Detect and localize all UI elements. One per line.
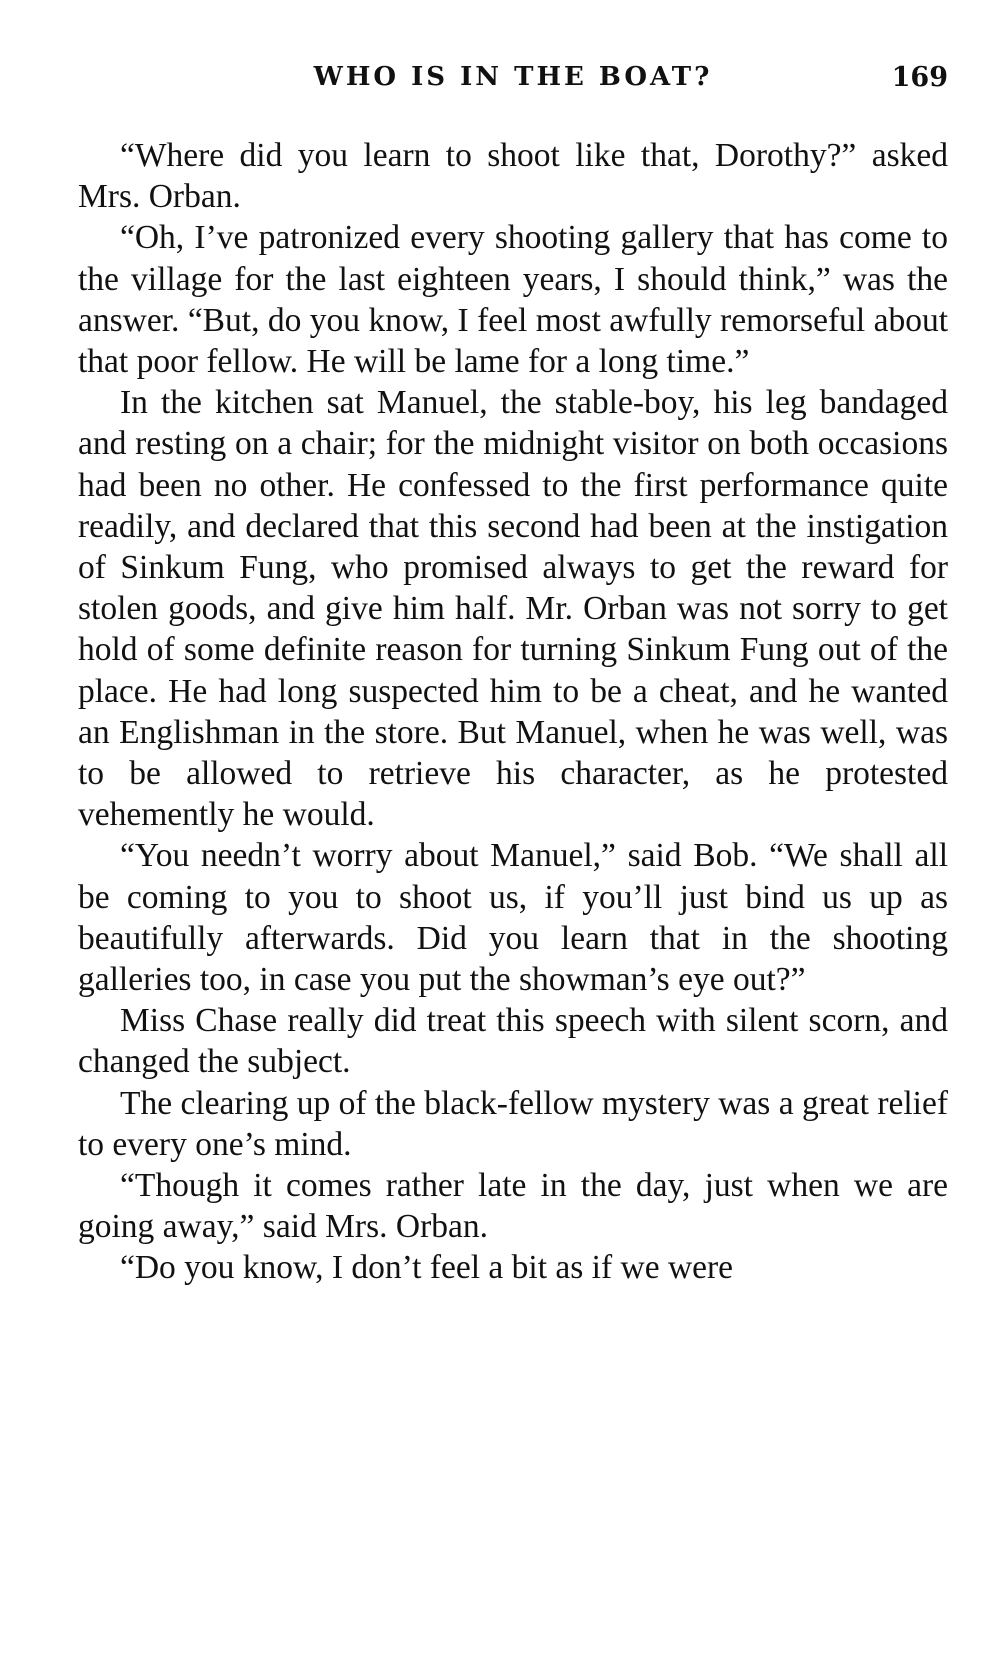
body-text xyxy=(78,135,948,1289)
paragraph-6: The clearing up of the black-fellow mystery was a great relief to every one’s mind. xyxy=(78,1084,948,1163)
running-head: WHO IS IN THE BOAT? xyxy=(313,62,713,92)
paragraph-3: In the kitchen sat Manuel, the stable-boy, his leg bandaged and resting on a chair; for the midnight visitor on both occasions had been no other. He confessed to the first performance quite readily, and declared that this second had been at the instigation of Sinkum Fung, who promised always to get the reward for stolen goods, and give him half. Mr. Orban was not sorry to get hold of some definite reason for turning Sinkum Fung out of the place. He had long suspected him to be a cheat, and he wanted an Englishman in the store. But Manuel, when he was well, was to be allowed to retrieve his character, as he protested vehemently he would. xyxy=(78,384,948,834)
paragraph-4: “You needn’t worry about Manuel,” said Bob. “We shall all be coming to you to shoot us, if you’ll just bind us up as beautifully afterwards. Did you learn that in the shooting galleries too, in case you put the showman’s eye out?” xyxy=(78,837,948,999)
paragraph-2: “Oh, I’ve patronized every shooting gallery that has come to the village for the last eighteen years, I should think,” was the answer. “But, do you know, I feel most awfully remorseful about that poor fellow. He will be lame for a long time.” xyxy=(78,219,948,381)
page-number: 169 xyxy=(891,62,948,93)
paragraph-5: Miss Chase really did treat this speech with silent scorn, and changed the subject. xyxy=(78,1002,948,1081)
page-header xyxy=(78,62,948,102)
paragraph-1: “Where did you learn to shoot like that, Dorothy?” asked Mrs. Orban. xyxy=(78,137,948,216)
paragraph-8: “Do you know, I don’t feel a bit as if we were xyxy=(120,1249,734,1287)
paragraph-7: “Though it comes rather late in the day, just when we are going away,” said Mrs. Orban. xyxy=(78,1167,948,1246)
